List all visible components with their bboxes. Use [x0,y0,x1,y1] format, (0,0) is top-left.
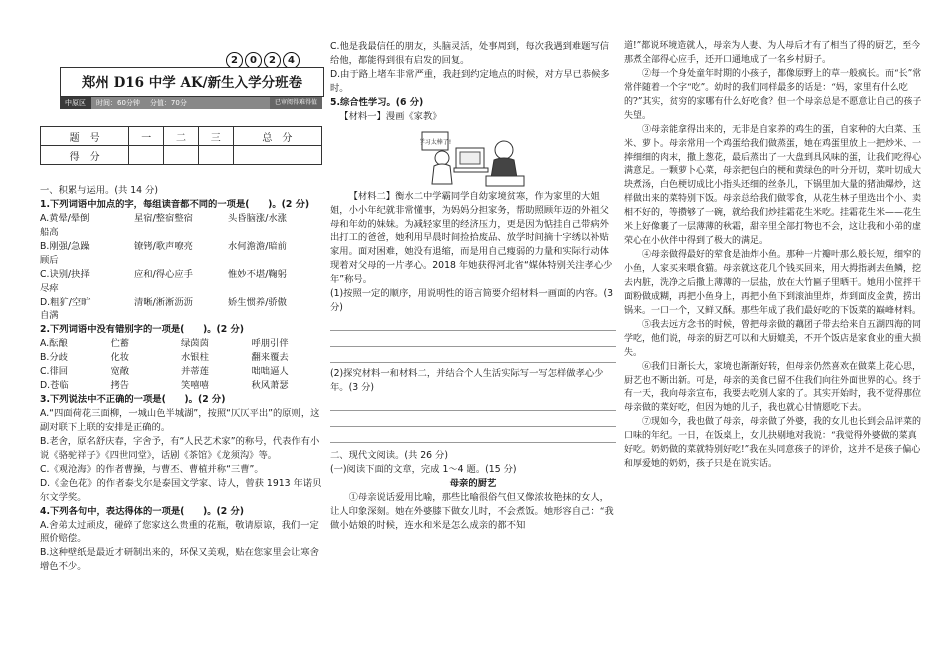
option-row [40,296,322,310]
option-text: 星宿/整宿整宿 [134,212,193,224]
option-c: C.《观沧海》的作者曹操，与曹丕、曹植并称“三曹”。 [40,463,264,475]
exam-source: 中原区 [60,97,91,109]
option-row [40,240,322,254]
option-c: C.他是我最信任的朋友，头脑灵活，处事周到，每次我遇到难题写信给他，都能得到很有启发的回复。 [330,41,610,66]
answer-line[interactable] [330,347,616,363]
option-b: B.这种壁纸是最近才研制出来的，环保又美观，贴在您家里会让寒舍增色不少。 [40,547,319,573]
score-cell: 三 [198,127,233,146]
exam-score: 分值：70分 [149,99,187,107]
option-text: 惟妙不堪/鞠躬 [228,268,287,280]
score-cell: 题 号 [41,127,129,146]
option-text: 翻来覆去 [251,352,289,364]
exam-title-band [60,67,324,97]
score-cell: 总 分 [233,127,321,146]
column-3 [624,40,924,672]
article-paragraph: ④母亲做得最好的荤食是油炸小鱼。那种一片瓣叶那么般长短，细窄的小鱼，人家买来喂食猫。母亲就这花几个钱买回来，用大拇指剥去鱼鳞，挖去内脏，洗净之后撒上薄薄的一层盐，放在大竹匾子里晒干。她用小筐拌干面粉做成糊，再把小鱼身上，再把小鱼下到滚油里炸，炸到面皮金黄，捞出锅来。一口一个，又鲜又酥。那些年成了我们最好吃的下饭菜的巅峰材料。 [624,250,922,316]
option-row [40,379,322,393]
year-digit: 2 [264,52,281,69]
answer-line[interactable] [330,315,616,331]
reading-heading: (一)阅读下面的文章，完成 1～4 题。(15 分) [330,463,517,475]
option-row [40,268,322,282]
article-paragraph: ①母亲说话爱用比喻，那些比喻很俗气但又像浓妆艳抹的女人，让人印象深刻。她在外婆膝下做女儿时，不会煮饭。她形容自己：“我做小姑娘的时候，连水和米是怎么成亲的都不知 [330,491,614,531]
score-cell: 二 [164,127,199,146]
option-d: D.《金色花》的作者泰戈尔是泰国文学家、诗人，曾获 1913 年诺贝尔文学奖。 [40,477,322,503]
option-c: C.诀别/抉择 [40,268,90,280]
option-a: A.“四面荷花三面柳，一城山色半城湖”，按照“仄仄平出”的原则，这副对联下上联的安排是正确的。 [40,408,320,433]
option-a: A.舍弟太过顽皮，碰碎了您家这么贵重的花瓶，敬请原谅，我们一定照价赔偿。 [40,519,319,545]
score-input-cell[interactable] [129,146,164,165]
section-heading: 二、现代文阅读。(共 26 分) [330,449,448,461]
option-row [40,337,322,351]
option-text: A.酝酿 [40,338,68,350]
column-1 [40,184,322,672]
exam-info-bar [60,97,322,109]
material-1-label: 【材料一】漫画《家教》 [339,110,442,122]
option-text: 应和/得心应手 [134,268,193,280]
answer-line[interactable] [330,411,616,427]
option-text: 绿茵茵 [181,338,209,350]
answer-line[interactable] [330,427,616,443]
article-paragraph: ⑥我们日渐长大，家境也渐渐好转，但母亲仍然喜欢在做菜上花心思，厨艺也不断出新。可是，母亲的美食已留不住我们向往外面世界的心。终于有一天，我向母亲宣布，我要去吃别人家的了。其实开始时，我不觉得那位母亲做的菜好吃，但因为她的儿子，我也就心甘情愿吃下去。 [624,361,922,414]
option-text: 秋风萧瑟 [251,380,289,392]
answer-line[interactable] [330,331,616,347]
section-heading: 一、积累与运用。(共 14 分) [40,185,158,196]
cartoon-illustration [420,126,530,188]
option-row [40,212,322,226]
option-text: 呼朋引伴 [251,338,289,350]
option-row [40,351,322,365]
cartoon-sign: 学习太棒了! [420,138,452,146]
option-b: B.老舍，原名舒庆春，字舍予，有“人民艺术家”的称号，代表作有小说《骆驼祥子》《四世同堂》，话剧《茶馆》《龙须沟》等。 [40,435,320,461]
option-text: B.分歧 [40,352,68,364]
exam-title: 郑州 D16 中学 AK/新生入学分班卷 [81,75,303,91]
year-digit: 4 [283,52,300,69]
question-stem: 5.综合性学习。(6 分) [330,96,424,108]
option-text: 娇生惯养/骄傲 [228,296,287,308]
option-cont: 船高 [40,226,59,238]
option-text: 镣铐/歌声嘹亮 [134,240,193,252]
question-stem: 2.下列词语中没有错别字的一项是( )。(2 分) [40,324,245,336]
column-2 [330,40,616,672]
option-text: 并蒂莲 [181,366,209,378]
option-text: 拷告 [110,380,130,392]
option-a: A.黄晕/晕倒 [40,212,90,224]
article-paragraph: ⑤我去远方念书的时候，曾把母亲做的藕团子带去给来自五湖四海的同学吃，他们说，母亲的厨艺可以和大厨媲美，不开个饭店是家食业的重大损失。 [624,319,922,358]
score-table-score-row [41,146,322,165]
option-cont: 顾后 [40,254,59,266]
option-text: 头昏脑涨/水涨 [228,212,287,224]
article-paragraph: 道!”都说环境造就人，母亲为人妻、为人母后才有了相当了得的厨艺，至今那煮全部得心应手，还开口通地成了一名乡村厨子。 [624,41,921,65]
score-cell: 一 [129,127,164,146]
question-stem: 3.下列说法中不正确的一项是( )。(2 分) [40,394,226,406]
article-paragraph: ③母亲能拿得出来的，无非是自家养的鸡生的蛋，自家种的大白菜、玉米、萝卜。母亲常用一个鸡蛋给我们做蒸蛋，她在鸡蛋里放上一把炒米、一捧细细的肉末，撒上葱花，最后蒸出了一大盘到具风味的蛋，让我们吃得心满意足。一颗萝卜心菜，母亲把包白的梗和黄绿色的叶分开切，菜叶切成大块煮汤，白色梗切成比小指头还细的丝条儿，下锅里加大量的猪油爆炒，这样做出来的菜特别下饭。母亲总给我们做零食，从花生林子里选出个小、卖相不好的，等攒够了一碗，就给我们炒挂霜花生米吃。挂霜花生米——花生米上好像裹了一层薄薄的秋霜，甜辛里全部打物也不会，这让我和小弟的虚荣心在小伙伴中得到了极大的满足。 [624,124,922,247]
option-text: 清晰/淅淅沥沥 [134,296,193,308]
option-cont: 自满 [40,310,59,322]
option-text: 咄咄逼人 [251,366,289,378]
option-text: C.徘回 [40,366,69,378]
article-title: 母亲的厨艺 [449,477,497,489]
year-digit: 2 [226,52,243,69]
material-2-label: 【材料二】 [348,190,396,202]
score-input-cell[interactable] [164,146,199,165]
answer-line[interactable] [330,395,616,411]
option-b: B.刚强/急躁 [40,240,90,252]
score-cell: 得 分 [41,146,129,165]
option-text: 伫蓄 [110,338,130,350]
sub-question: (2)探究材料一和材料二，并结合个人生活实际写一写怎样做孝心少年。(3 分) [330,368,604,393]
option-d: D.粗犷/空旷 [40,296,91,308]
score-input-cell[interactable] [198,146,233,165]
sub-question: (1)按照一定的顺序，用说明性的语言简要介绍材料一画面的内容。(3 分) [330,288,614,314]
score-table [40,126,322,165]
material-2-text: 衡水二中学霸同学自幼家境贫寒，作为家里的大姐姐，小小年纪就非常懂事，为妈妈分担家务，帮助照顾年迈的外祖父母和年幼的妹妹。为减轻家里的经济压力，更是因为惦挂自己带病外出打工的爸爸，她利用早晨时间捡拾废品、放学时间摘十字绣以补贴家用。面对困难，她没有退缩，而是用自己瘦弱的力量和实际行动体现着对父母的一片孝心。2018 年她获得河北省“媒体特别关注孝心少年”称号。 [330,190,613,286]
cartoon-image [420,126,530,188]
exam-tag: 已审阅得难得值 [270,97,322,109]
option-text: 笑嘻嘻 [181,380,209,392]
option-row [40,365,322,379]
question-stem: 1.下列词语中加点的字，每组读音都不同的一项是( )。(2 分) [40,198,310,210]
score-input-cell[interactable] [233,146,321,165]
material-2 [330,190,616,288]
option-text: 水何澹澹/暗前 [228,240,287,252]
article-paragraph: ②每一个身处童年时期的小孩子，都像原野上的草一般疯长。而“长”常常伴随着一个字“吃”。幼时的我们同样最多的话是：“妈，家里有什么吃的?”其实，贫穷的家哪有什么好吃食？但一个母亲总是不愿意让自己的孩子失望。 [624,68,922,121]
option-text: 宽敞 [110,366,130,378]
option-cont: 尽瘁 [40,282,59,294]
question-stem: 4.下列各句中，表达得体的一项是( )。(2 分) [40,505,245,517]
year-digit: 0 [245,52,262,69]
option-d: D.由于路上堵车非常严重，我赶到约定地点的时候，对方早已恭候多时。 [330,68,610,94]
option-text: 水银柱 [181,352,209,364]
option-text: 化妆 [110,352,130,364]
exam-time: 时间：60分钟 [96,99,140,107]
option-text: D.苍临 [40,380,69,392]
score-table-header-row [41,127,322,146]
article-paragraph: ⑦现如今，我也做了母亲，母亲做了外婆，我的女儿也长到会品评菜的口味的年纪。一日，在饭桌上，女儿抉剔地对我说：“我觉得外婆做的菜真好吃。奶奶做的菜就特别好吃!”我在头同意孩子的评价，这并不是孩子偏心和厚爱她的奶奶，孩子只是在说实话。 [624,417,922,470]
